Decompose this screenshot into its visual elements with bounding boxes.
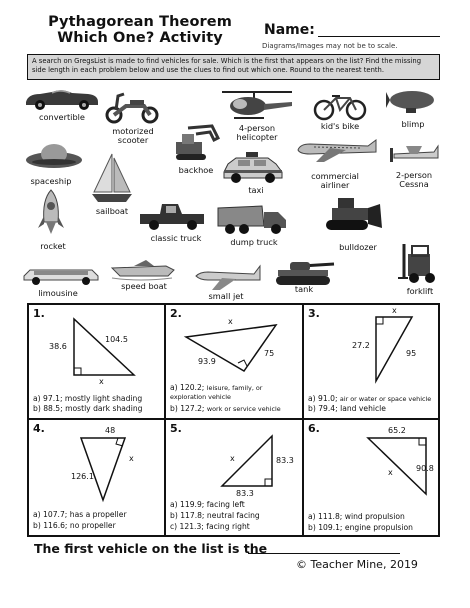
taxi-image — [220, 150, 286, 184]
label-scooter-line-2: scooter — [117, 135, 149, 145]
small-jet-image — [192, 262, 262, 292]
side-label: 83.3 — [276, 456, 294, 465]
label-taxi: taxi — [248, 185, 264, 195]
answer-b[interactable] — [33, 521, 116, 530]
answer-value: c) 121.3; — [170, 522, 204, 531]
label-tank: tank — [294, 284, 314, 294]
label-cessna — [384, 171, 444, 189]
name-label: Name: — [264, 22, 315, 38]
side-label: 27.2 — [352, 341, 370, 350]
problem-number: 4. — [33, 422, 45, 435]
answer-clue: no propeller — [69, 521, 116, 530]
label-rocket: rocket — [40, 241, 66, 251]
label-airliner — [296, 172, 374, 190]
unknown-label: x — [392, 306, 397, 315]
label-helicopter — [222, 124, 292, 142]
label-bulldozer: bulldozer — [339, 242, 377, 252]
answer-a[interactable] — [170, 383, 262, 402]
answer-clue: facing left — [206, 500, 245, 509]
label-convertible: convertible — [39, 112, 85, 122]
label-cessna-line-1: 2-person — [395, 170, 433, 180]
unknown-label: x — [388, 468, 393, 477]
sailboat-image — [90, 152, 134, 204]
instructions-box: A search on GregsList is made to find vehicles for sale. Which is the first that appears on the list? Find the missing side length in each problem below and use the clues to find out which one. Round to the nearest tenth. — [27, 54, 440, 80]
classic-truck-image — [138, 200, 208, 232]
side-label: 75 — [264, 349, 275, 358]
hypotenuse-label: 104.5 — [105, 335, 128, 344]
label-speed-boat: speed boat — [121, 281, 167, 291]
problem-number: 2. — [170, 307, 182, 320]
label-airliner-line-1: commercial — [311, 171, 359, 181]
label-spaceship: spaceship — [30, 176, 72, 186]
problem-6 — [303, 419, 439, 536]
scale-disclaimer: Diagrams/Images may not be to scale. — [262, 42, 398, 50]
answer-clue: mostly dark shading — [65, 404, 143, 413]
dump-truck-image — [216, 202, 288, 236]
answer-value: a) 111.8; — [308, 512, 343, 521]
answer-clue: air or water or space vehicle — [339, 395, 432, 403]
unknown-label: x — [230, 454, 235, 463]
answer-clue: land vehicle — [340, 404, 386, 413]
problem-grid — [27, 303, 440, 537]
triangle-diagram — [304, 305, 440, 387]
answer-value: b) 79.4; — [308, 404, 338, 413]
answer-a[interactable] — [33, 394, 142, 403]
label-cessna-line-2: Cessna — [399, 179, 429, 189]
blimp-image — [386, 88, 438, 116]
answer-clue: mostly light shading — [64, 394, 143, 403]
label-classic-truck: classic truck — [150, 233, 202, 243]
answer-b[interactable] — [308, 404, 386, 413]
answer-a[interactable] — [308, 394, 431, 404]
answer-value: b) 127.2; — [170, 404, 205, 413]
label-scooter — [98, 127, 168, 145]
problem-3 — [303, 304, 439, 419]
side-label: 65.2 — [388, 426, 406, 435]
copyright: © Teacher Mine, 2019 — [296, 558, 418, 571]
forklift-image — [396, 242, 440, 284]
answer-value: a) 120.2; — [170, 383, 205, 392]
triangle-diagram — [29, 420, 166, 510]
final-answer-blank[interactable] — [248, 553, 400, 554]
spaceship-image — [24, 140, 84, 174]
label-helicopter-line-2: helicopter — [236, 132, 278, 142]
label-small-jet: small jet — [208, 291, 244, 301]
label-helicopter-line-1: 4-person — [238, 123, 276, 133]
label-forklift: forklift — [406, 286, 434, 296]
cessna-image — [388, 140, 440, 170]
answer-value: b) 88.5; — [33, 404, 63, 413]
answer-value: b) 109.1; — [308, 523, 343, 532]
worksheet-title — [40, 14, 240, 46]
answer-b[interactable] — [170, 511, 260, 520]
triangle-diagram — [304, 420, 440, 504]
helicopter-image — [218, 88, 296, 122]
triangle-diagram — [166, 305, 304, 385]
problem-number: 1. — [33, 307, 45, 320]
problem-number: 6. — [308, 422, 320, 435]
unknown-label: x — [129, 454, 134, 463]
side-label: 90.8 — [416, 464, 434, 473]
answer-c[interactable] — [170, 522, 250, 531]
final-prompt: The first vehicle on the list is the — [34, 541, 268, 556]
backhoe-image — [174, 124, 220, 164]
answer-clue: work or service vehicle — [206, 405, 281, 413]
bulldozer-image — [322, 194, 384, 234]
side-label: 38.6 — [49, 342, 67, 351]
answer-clue: facing right — [206, 522, 250, 531]
answer-value: b) 117.8; — [170, 511, 205, 520]
side-label: 93.9 — [198, 357, 216, 366]
answer-value: b) 116.6; — [33, 521, 68, 530]
side-label: 48 — [105, 426, 116, 435]
answer-a[interactable] — [33, 510, 127, 519]
answer-value: a) 119.9; — [170, 500, 205, 509]
problem-number: 3. — [308, 307, 320, 320]
problem-4 — [28, 419, 165, 536]
airliner-image — [294, 134, 378, 166]
limousine-image — [22, 262, 100, 286]
title-line-2: Which One? Activity — [57, 30, 223, 46]
unknown-label: x — [99, 377, 104, 386]
speed-boat-image — [110, 254, 176, 282]
answer-clue: leisure, family, or — [206, 384, 263, 392]
hypotenuse-label: 95 — [406, 349, 417, 358]
answer-clue: wind propulsion — [344, 512, 405, 521]
bike-image — [312, 90, 368, 122]
label-sailboat: sailboat — [95, 206, 129, 216]
answer-clue-cont: exploration vehicle — [170, 393, 231, 402]
problem-number: 5. — [170, 422, 182, 435]
answer-a[interactable] — [170, 500, 245, 509]
scooter-image — [104, 88, 162, 124]
answer-value: a) 97.1; — [33, 394, 63, 403]
answer-value: a) 107.7; — [33, 510, 68, 519]
side-label: 83.3 — [236, 489, 254, 498]
name-blank[interactable] — [318, 36, 440, 37]
answer-value: a) 91.0; — [308, 394, 338, 403]
label-dump-truck: dump truck — [230, 237, 278, 247]
problem-5 — [165, 419, 303, 536]
answer-b[interactable] — [308, 523, 413, 532]
title-line-1: Pythagorean Theorem — [48, 14, 232, 30]
problem-1 — [28, 304, 165, 419]
label-limousine: limousine — [38, 288, 78, 298]
label-blimp: blimp — [401, 119, 425, 129]
hypotenuse-label: 126.1 — [71, 472, 94, 481]
answer-b[interactable] — [33, 404, 142, 413]
unknown-label: x — [228, 317, 233, 326]
rocket-image — [36, 188, 66, 238]
problem-2 — [165, 304, 303, 419]
label-backhoe: backhoe — [178, 165, 214, 175]
answer-clue: has a propeller — [69, 510, 127, 519]
answer-b[interactable] — [170, 404, 281, 414]
label-airliner-line-2: airliner — [320, 180, 350, 190]
answer-a[interactable] — [308, 512, 405, 521]
label-scooter-line-1: motorized — [112, 126, 154, 136]
answer-clue: neutral facing — [206, 511, 260, 520]
label-bike: kid's bike — [320, 121, 360, 131]
convertible-image — [22, 84, 102, 112]
answer-clue: engine propulsion — [344, 523, 413, 532]
